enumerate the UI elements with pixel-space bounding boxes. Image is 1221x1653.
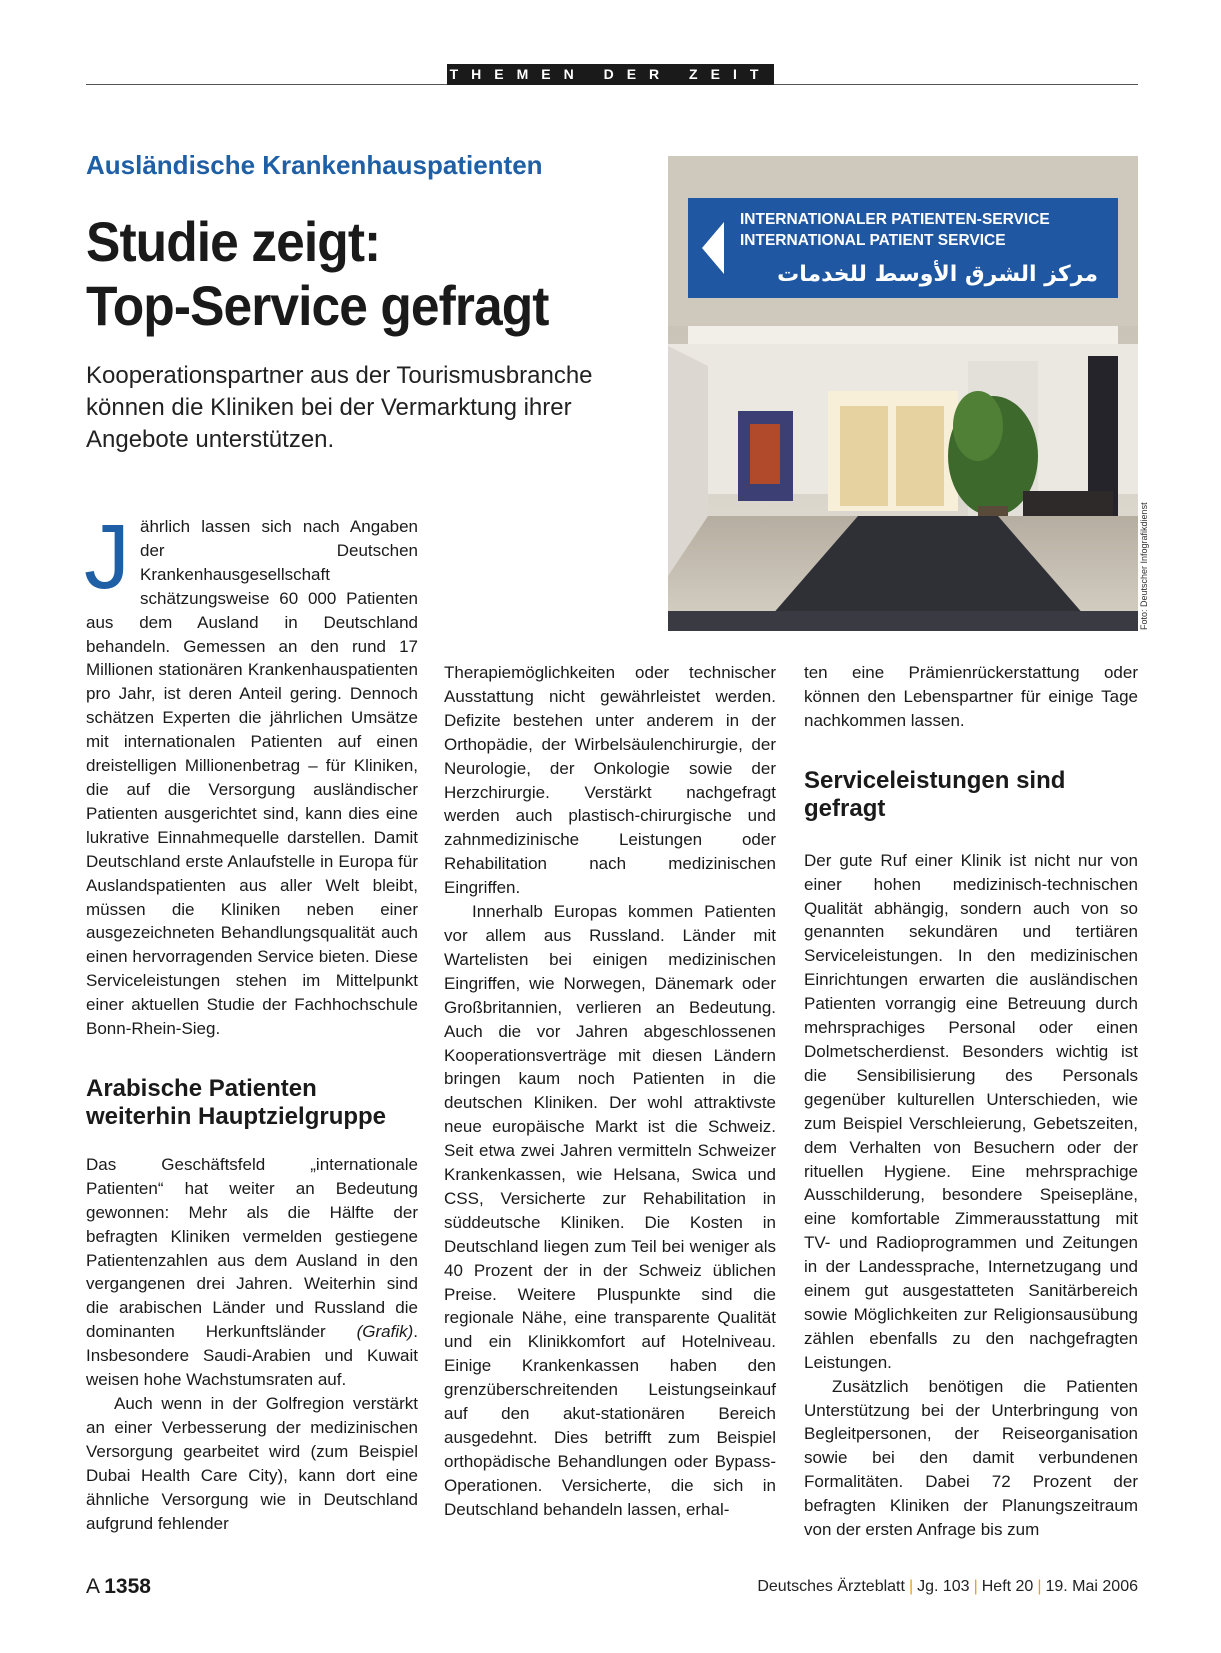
paragraph	[86, 1153, 418, 1392]
journal-volume: Jg. 103	[917, 1578, 970, 1595]
paragraph: Zusätzlich benötigen die Patienten Unterstützung bei der Unterbringung von Begleitpersonen, der Reiseorganisation sowie bei den damit verbundenen Formalitäten. Dabei 72 Prozent der befragten Kliniken der Planungszeitraum von der ersten Anfrage bis zum	[804, 1376, 1138, 1540]
headline-line-2: Top-Service gefragt	[86, 274, 549, 337]
headline-line-1: Studie zeigt:	[86, 210, 381, 273]
column-3	[804, 661, 1138, 1542]
section-rubric: THEMEN DER ZEIT	[447, 64, 774, 85]
lead-paragraph: Kooperationspartner aus der Tourismusbranche können die Kliniken bei der Vermarktung ihrer Angebote unterstützen.	[86, 362, 593, 453]
kicker: Ausländische Krankenhauspatienten	[86, 150, 543, 180]
paragraph: ten eine Prämienrückerstattung oder können den Lebenspartner für einige Tage nachkommen lassen.	[804, 663, 1138, 730]
paragraph: Auch wenn in der Golfregion verstärkt an einer Verbesserung der medizinischen Versorgung gearbeitet wird (zum Beispiel Dubai Health Care City), kann dort eine ähnliche Versorgung wie in Deutschland aufgrund fehlender	[86, 1394, 418, 1533]
article-photo	[668, 156, 1138, 631]
figure-reference: (Grafik)	[356, 1322, 414, 1342]
journal-date: 19. Mai 2006	[1045, 1578, 1138, 1595]
paragraph-text: . Insbesondere Saudi-Arabien und Kuwait weisen hohe Wachstumsraten auf.	[86, 1322, 418, 1390]
paragraph: Therapiemöglichkeiten oder technischer Ausstattung nicht gewährleistet werden. Defizite bestehen unter anderem in der Orthopädie, der Wirbelsäulenchirurgie, der Neurologie, der Onkologie sowie der Herzchirurgie. Verstärkt nachgefragt werden auch plastisch-chirurgische und zahnmedizinische Leistungen oder Rehabilitation nach medizinischen Eingriffen.	[444, 663, 776, 898]
paragraph-text: ährlich lassen sich nach Angaben der Deutschen Krankenhausgesellschaft schätzungsweise 60 000 Patienten aus dem Ausland in Deutschland behandeln. Gemessen an den rund 17 Millionen stationären Krankenhauspatienten pro Jahr, ist deren Anteil gering. Dennoch schätzen Experten die jährlichen Umsätze mit internationalen Patienten auf einen dreistelligen Millionenbetrag – für Kliniken, die auf die Versorgung ausländischer Patienten ausgerichtet sind, kann dies eine lukrative Einnahmequelle darstellen. Damit Deutschland erste Anlaufstelle in Europa für Auslandspatienten aus aller Welt bleibt, müssen die Kliniken neben einer ausgezeichneten Behandlungsqualität auch einen hervorragenden Service bieten. Diese Serviceleistungen stehen im Mittelpunkt einer aktuellen Studie der Fachhochschule Bonn-Rhein-Sieg.	[86, 517, 418, 1039]
journal-issue: Heft 20	[981, 1578, 1034, 1595]
paragraph: Innerhalb Europas kommen Patienten vor allem aus Russland. Länder mit Wartelisten bei einigen medizinischen Eingriffen, wie Norwegen, Dänemark oder Großbritannien, verlieren an Bedeutung. Auch die vor Jahren abgeschlossenen Kooperationsverträge mit diesen Ländern bringen kaum noch Patienten in die deutschen Kliniken. Der wohl attraktivste neue europäische Markt ist die Schweiz. Seit etwa zwei Jahren vermitteln Schweizer Krankenkassen, wie Helsana, Swica und CSS, Versicherte zur Rehabilitation in süddeutsche Kliniken. Die Kosten in Deutschland liegen zum Teil bei weniger als 40 Prozent der in der Schweiz üblichen Preise. Weitere Pluspunkte sind die regionale Nähe, eine transparente Qualität und ein Klinikkomfort auf Hotelniveau. Einige Krankenkassen haben den grenzüberschreitenden Leistungseinkauf auf den akut-stationären Bereich ausgedehnt. Dies betrifft zum Beispiel orthopädische Behandlungen oder Bypass-Operationen. Versicherte, die sich in Deutschland behandeln lassen, erhal-	[444, 902, 776, 1519]
journal-footer: Deutsches Ärzteblatt | Jg. 103 | Heft 20 | 19. Mai 2006	[757, 1578, 1138, 1595]
sign-text-2: INTERNATIONAL PATIENT SERVICE	[740, 232, 1006, 249]
column-2	[444, 661, 776, 1522]
headline	[86, 210, 549, 338]
page-number: A 1358	[86, 1575, 151, 1598]
paragraph: Der gute Ruf einer Klinik ist nicht nur von einer hohen medizinisch-technischen Qualität abhängig, sondern auch von so genannten sekundären und tertiären Serviceleistungen. In den medizinischen Einrichtungen erwarten die ausländischen Patienten vorrangig eine Betreuung durch mehrsprachiges Personal oder einen Dolmetscherdienst. Besonders wichtig ist die Sensibilisierung des Personals gegenüber kulturellen Unterschieden, wie zum Beispiel Verschleierung, Gebetszeiten, dem Verhalten von Besuchern oder der rituellen Hygiene. Eine mehrsprachige Ausschilderung, besondere Speisepläne, eine komfortable Zimmerausstattung mit TV- und Radioprogrammen und Zeitungen in der Landessprache, Internetzugang und einem gut ausgestatteten Sanitärbereich sowie Möglichkeiten zur Religionsausübung zählen ebenfalls zu den nachgefragten Leistungen.	[804, 850, 1138, 1372]
photo-credit: Foto: Deutscher Infografikdienst	[1139, 502, 1149, 630]
drop-cap: J	[84, 506, 130, 608]
subheading: Arabische Patienten weiterhin Hauptzielgruppe	[86, 1074, 387, 1130]
paragraph	[84, 506, 418, 1041]
subheading: Serviceleistungen sind gefragt	[804, 766, 1066, 822]
sign-text-3: مركز الشرق الأوسط للخدمات	[777, 262, 1098, 287]
column-1	[84, 506, 418, 1535]
journal-name: Deutsches Ärzteblatt	[757, 1578, 905, 1595]
sign-text-1: INTERNATIONALER PATIENTEN-SERVICE	[740, 211, 1050, 228]
paragraph-text: Das Geschäftsfeld „internationale Patienten“ hat weiter an Bedeutung gewonnen: Mehr als die Hälfte der befragten Kliniken vermelden gestiegene Patientenzahlen aus dem Ausland in den vergangenen drei Jahren. Weiterhin sind die arabischen Länder und Russland die dominanten Herkunftsländer	[86, 1154, 418, 1342]
